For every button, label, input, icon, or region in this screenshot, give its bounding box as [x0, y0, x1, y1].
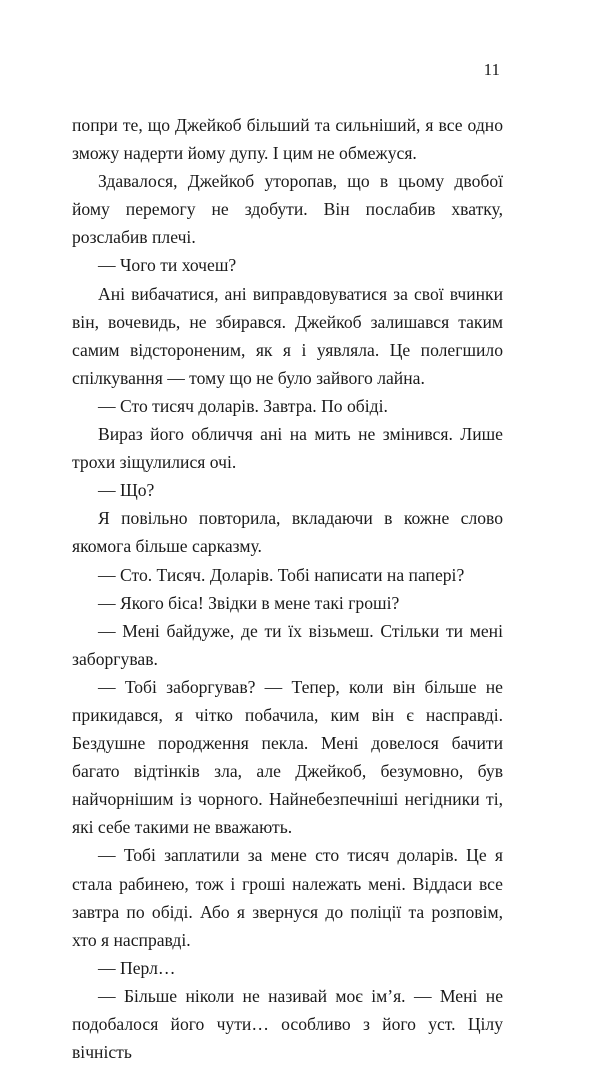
dialogue-line: — Більше ніколи не називай моє ім’я. — Мені не подобалося його чути… особливо з його уст. Цілу вічність: [72, 985, 503, 1063]
paragraph: Здавалося, Джейкоб уторопав, що в цьому двобої йому перемогу не здобути. Він послабив хватку, розслабив плечі.: [72, 171, 503, 248]
dialogue-line: — Сто тисяч доларів. Завтра. По обіді.: [98, 395, 388, 416]
dialogue-line: — Мені байдуже, де ти їх візьмеш. Стільки ти мені заборгував.: [72, 620, 503, 669]
page-number: 11: [483, 60, 500, 79]
dialogue-line: — Перл…: [98, 957, 176, 978]
body-text: [72, 111, 503, 1066]
paragraph: попри те, що Джейкоб більший та сильніший, я все одно зможу надерти йому дупу. І цим не обмежуся.: [72, 115, 503, 164]
dialogue-line: — Що?: [98, 480, 155, 501]
dialogue-line: — Тобі заплатили за мене сто тисяч доларів. Це я стала рабинею, тож і гроші належать мені. Віддаси все завтра по обіді. Або я звернуся до поліції та розповім, хто я насправді.: [72, 845, 503, 950]
paragraph: Я повільно повторила, вкладаючи в кожне слово якомога більше сарказму.: [72, 508, 503, 557]
dialogue-line: — Якого біса! Звідки в мене такі гроші?: [98, 592, 400, 613]
paragraph: Вираз його обличчя ані на мить не змінився. Лише трохи зіщулилися очі.: [72, 424, 503, 473]
dialogue-line: — Чого ти хочеш?: [98, 255, 237, 276]
paragraph: Ані вибачатися, ані виправдовуватися за свої вчинки він, вочевидь, не збирався. Джейкоб залишався таким самим відстороненим, як я і уявляла. Це полегшило спілкування — тому що не було зайвого лайна.: [72, 283, 503, 388]
dialogue-line: — Сто. Тисяч. Доларів. Тобі написати на папері?: [98, 564, 465, 585]
dialogue-line: — Тобі заборгував? — Тепер, коли він більше не прикидався, я чітко побачила, ким він є насправді. Бездушне породження пекла. Мені довелося бачити багато відтінків зла, але Джейкоб, безумовно, був найчорнішим із чорного. Найнебезпечніші негідники ті, які себе такими не вважають.: [72, 676, 503, 838]
